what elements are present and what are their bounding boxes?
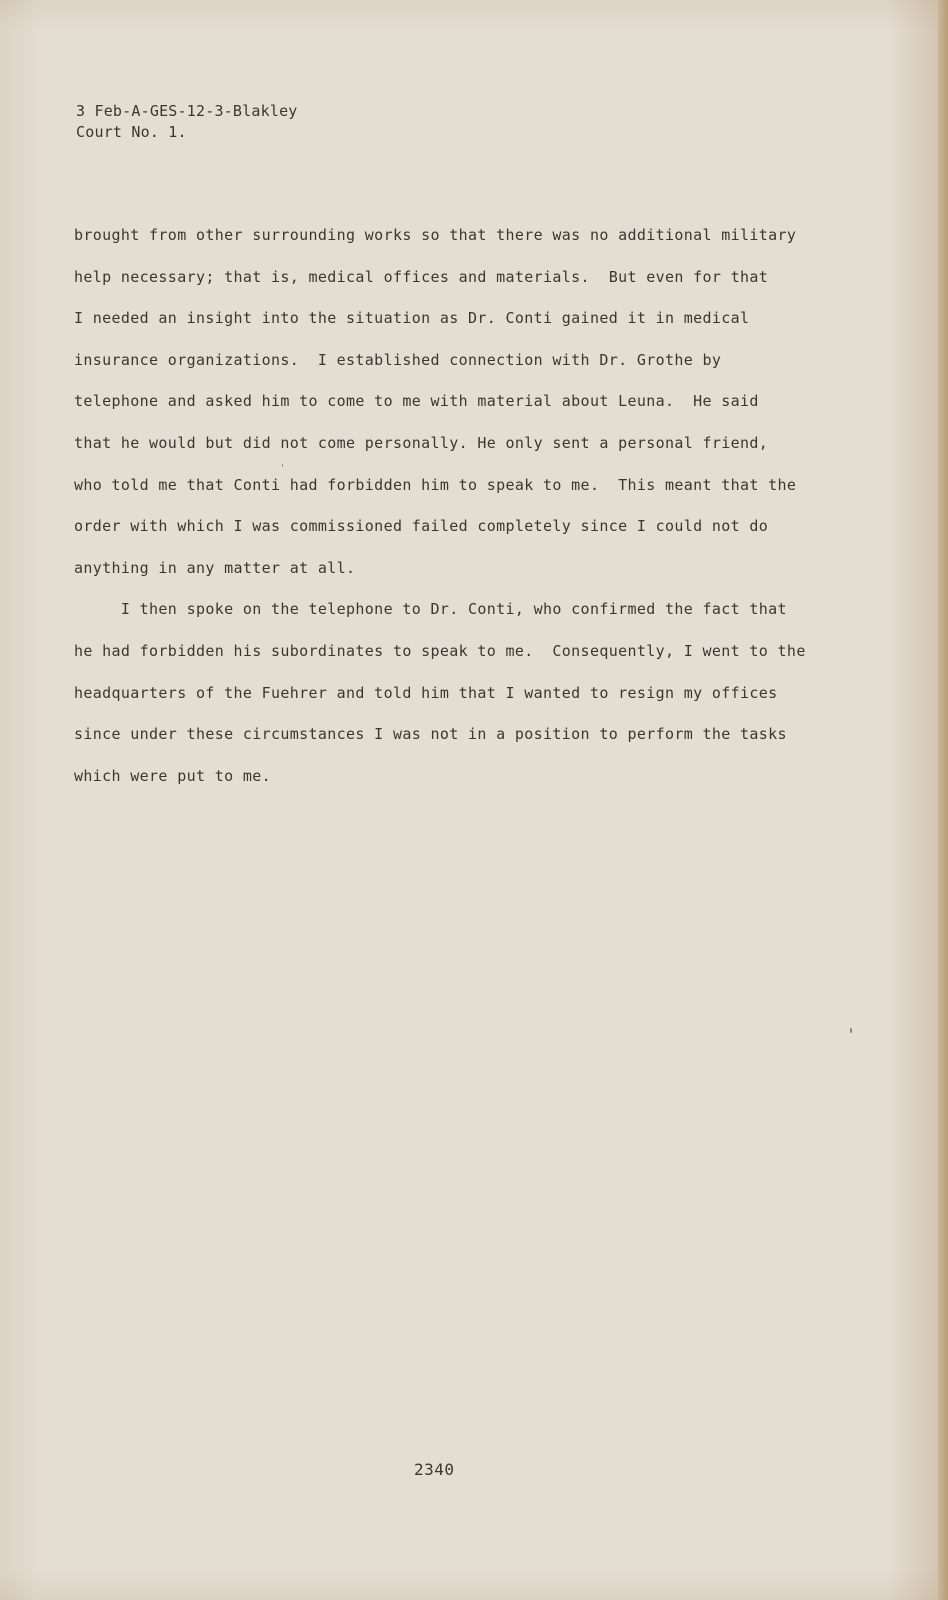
text-line: insurance organizations. I established connection with Dr. Grothe by — [74, 350, 722, 369]
document-header — [76, 101, 298, 143]
text-line: brought from other surrounding works so that there was no additional military — [74, 226, 797, 244]
header-court: Court No. 1. — [76, 123, 187, 141]
paper-speck — [282, 464, 283, 467]
text-line: help necessary; that is, medical offices and materials. But even for that — [74, 267, 769, 286]
text-line: that he would but did not come personally. He only sent a personal friend, — [74, 433, 769, 452]
text-line: since under these circumstances I was not in a position to perform the tasks — [74, 725, 787, 744]
header-reference: 3 Feb-A-GES-12-3-Blakley — [76, 102, 298, 120]
body-text — [74, 224, 884, 806]
text-line: telephone and asked him to come to me with material about Leuna. He said — [74, 392, 759, 411]
text-line: headquarters of the Fuehrer and told him that I wanted to resign my offices — [74, 683, 778, 702]
text-line: he had forbidden his subordinates to speak to me. Consequently, I went to the — [74, 641, 806, 660]
text-line: I then spoke on the telephone to Dr. Conti, who confirmed the fact that — [74, 600, 787, 619]
text-line: order with which I was commissioned failed completely since I could not do — [74, 517, 769, 536]
text-line: anything in any matter at all. — [74, 558, 356, 577]
text-line: who told me that Conti had forbidden him to speak to me. This meant that the — [74, 475, 797, 494]
text-line: I needed an insight into the situation as Dr. Conti gained it in medical — [74, 309, 750, 328]
paper-speck — [850, 1028, 852, 1033]
page-number: 2340 — [414, 1460, 455, 1479]
text-line: which were put to me. — [74, 766, 271, 785]
page-edge — [938, 0, 948, 1600]
